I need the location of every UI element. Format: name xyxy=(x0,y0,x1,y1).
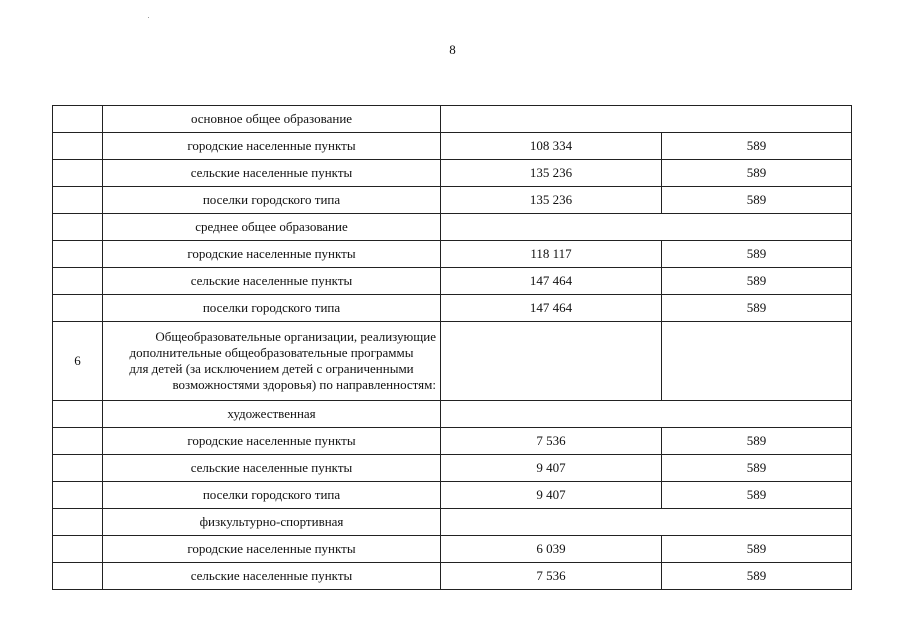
row-number-cell xyxy=(53,509,103,536)
rate-cell: 589 xyxy=(662,133,852,160)
section-title-line: дополнительные общеобразовательные программы xyxy=(129,345,414,360)
table-row xyxy=(53,455,852,482)
settlement-type-cell: поселки городского типа xyxy=(103,187,441,214)
row-number-cell xyxy=(53,133,103,160)
table-row xyxy=(53,295,852,322)
settlement-type-cell: городские населенные пункты xyxy=(103,428,441,455)
scan-speck xyxy=(148,17,149,18)
row-number-cell: 6 xyxy=(53,322,103,401)
rate-cell: 589 xyxy=(662,455,852,482)
value-cell: 108 334 xyxy=(441,133,662,160)
empty-merged-cell xyxy=(441,106,852,133)
table-row xyxy=(53,241,852,268)
section-title-line: Общеобразовательные организации, реализующие xyxy=(155,329,436,344)
settlement-type-cell: сельские населенные пункты xyxy=(103,563,441,590)
section-title-line: возможностями здоровья) по направленностям: xyxy=(172,377,436,392)
value-cell: 7 536 xyxy=(441,428,662,455)
empty-merged-cell xyxy=(441,214,852,241)
group-header-row xyxy=(53,106,852,133)
table-row xyxy=(53,133,852,160)
table-row xyxy=(53,268,852,295)
row-number-cell xyxy=(53,268,103,295)
rate-cell: 589 xyxy=(662,295,852,322)
row-number-cell xyxy=(53,536,103,563)
value-cell: 147 464 xyxy=(441,268,662,295)
rate-cell: 589 xyxy=(662,563,852,590)
table-row xyxy=(53,160,852,187)
group-header-row xyxy=(53,214,852,241)
value-cell xyxy=(441,322,662,401)
table-row xyxy=(53,563,852,590)
value-cell: 147 464 xyxy=(441,295,662,322)
row-number-cell xyxy=(53,428,103,455)
rate-cell: 589 xyxy=(662,187,852,214)
table-row xyxy=(53,536,852,563)
page-number: 8 xyxy=(449,42,456,57)
empty-merged-cell xyxy=(441,509,852,536)
group-header-row xyxy=(53,509,852,536)
rate-cell: 589 xyxy=(662,160,852,187)
value-cell: 9 407 xyxy=(441,455,662,482)
row-number-cell xyxy=(53,160,103,187)
row-number-cell xyxy=(53,482,103,509)
settlement-type-cell: городские населенные пункты xyxy=(103,133,441,160)
row-number-cell xyxy=(53,214,103,241)
value-cell: 135 236 xyxy=(441,187,662,214)
table-body xyxy=(53,106,852,590)
rate-cell: 589 xyxy=(662,428,852,455)
value-cell: 9 407 xyxy=(441,482,662,509)
table-row xyxy=(53,428,852,455)
settlement-type-cell: городские населенные пункты xyxy=(103,241,441,268)
rate-cell xyxy=(662,322,852,401)
row-number-cell xyxy=(53,187,103,214)
group-header-cell: среднее общее образование xyxy=(103,214,441,241)
group-header-row xyxy=(53,401,852,428)
row-number-cell xyxy=(53,295,103,322)
tariff-table xyxy=(52,105,852,590)
row-number-cell xyxy=(53,106,103,133)
table-row xyxy=(53,482,852,509)
rate-cell: 589 xyxy=(662,482,852,509)
row-number-cell xyxy=(53,401,103,428)
group-header-cell: основное общее образование xyxy=(103,106,441,133)
row-number-cell xyxy=(53,455,103,482)
rate-cell: 589 xyxy=(662,241,852,268)
group-header-cell: художественная xyxy=(103,401,441,428)
table-row xyxy=(53,187,852,214)
section-title-line: для детей (за исключением детей с ограниченными xyxy=(129,361,414,376)
value-cell: 6 039 xyxy=(441,536,662,563)
value-cell: 118 117 xyxy=(441,241,662,268)
value-cell: 135 236 xyxy=(441,160,662,187)
rate-cell: 589 xyxy=(662,268,852,295)
settlement-type-cell: поселки городского типа xyxy=(103,295,441,322)
settlement-type-cell: поселки городского типа xyxy=(103,482,441,509)
settlement-type-cell: сельские населенные пункты xyxy=(103,268,441,295)
section-title-cell xyxy=(103,322,441,401)
row-number-cell xyxy=(53,563,103,590)
settlement-type-cell: сельские населенные пункты xyxy=(103,455,441,482)
empty-merged-cell xyxy=(441,401,852,428)
group-header-cell: физкультурно-спортивная xyxy=(103,509,441,536)
row-number-cell xyxy=(53,241,103,268)
settlement-type-cell: сельские населенные пункты xyxy=(103,160,441,187)
section-row xyxy=(53,322,852,401)
settlement-type-cell: городские населенные пункты xyxy=(103,536,441,563)
rate-cell: 589 xyxy=(662,536,852,563)
value-cell: 7 536 xyxy=(441,563,662,590)
